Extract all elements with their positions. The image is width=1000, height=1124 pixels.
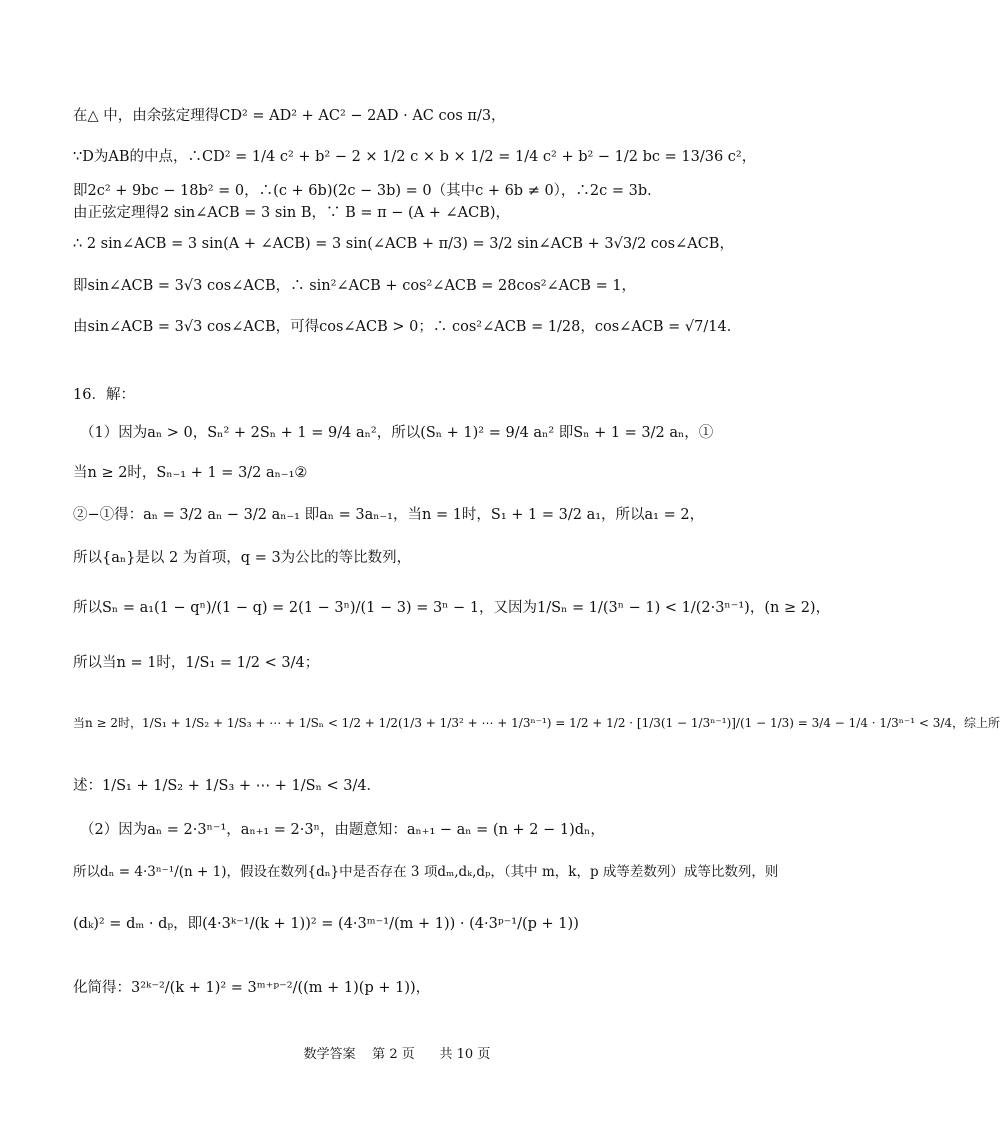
- text-line-19: (dₖ)² = dₘ · dₚ，即(4·3ᵏ⁻¹/(k + 1))² = (4·3ᵐ⁻¹/(m + 1)) · (4·3ᵖ⁻¹/(p + 1)): [73, 916, 579, 932]
- text-line-18: 所以dₙ = 4·3ⁿ⁻¹/(n + 1)，假设在数列{dₙ}中是否存在 3 项dₘ,dₖ,dₚ，（其中 m，k，p 成等差数列）成等比数列，则: [73, 864, 779, 880]
- text-line-3: 即2c² + 9bc − 18b² = 0，∴(c + 6b)(2c − 3b) = 0（其中c + 6b ≠ 0），∴2c = 3b．: [73, 183, 662, 199]
- text-line-6: 即sin∠ACB = 3√3 cos∠ACB，∴ sin²∠ACB + cos²∠ACB = 28cos²∠ACB = 1，: [73, 278, 637, 294]
- text-line-4: 由正弦定理得2 sin∠ACB = 3 sin B，∵ B = π − (A + ∠ACB)，: [73, 205, 511, 221]
- text-line-14: 所以当n = 1时，1/S₁ = 1/2 < 3/4；: [73, 655, 320, 671]
- text-line-16: 述：1/S₁ + 1/S₂ + 1/S₃ + ⋯ + 1/Sₙ < 3/4．: [73, 778, 382, 794]
- text-line-1: 在△ 中，由余弦定理得CD² = AD² + AC² − 2AD · AC cos π/3，: [73, 108, 506, 124]
- text-line-12: 所以{aₙ}是以 2 为首项，q = 3为公比的等比数列，: [73, 550, 412, 566]
- text-line-17: （2）因为aₙ = 2·3ⁿ⁻¹，aₙ₊₁ = 2·3ⁿ，由题意知：aₙ₊₁ − aₙ = (n + 2 − 1)dₙ，: [80, 822, 605, 838]
- page-footer: 数学答案 第 2 页 共 10 页: [303, 1047, 491, 1062]
- text-line-13: 所以Sₙ = a₁(1 − qⁿ)/(1 − q) = 2(1 − 3ⁿ)/(1 − 3) = 3ⁿ − 1，又因为1/Sₙ = 1/(3ⁿ − 1) < 1/(2·3ⁿ⁻¹)，(n ≥ 2)，: [73, 600, 831, 616]
- text-line-20: 化简得：3²ᵏ⁻²/(k + 1)² = 3ᵐ⁺ᵖ⁻²/((m + 1)(p + 1))，: [73, 980, 431, 996]
- text-line-11: ②−①得：aₙ = 3/2 aₙ − 3/2 aₙ₋₁ 即aₙ = 3aₙ₋₁，当n = 1时，S₁ + 1 = 3/2 a₁，所以a₁ = 2，: [73, 507, 705, 523]
- text-line-9: （1）因为aₙ > 0，Sₙ² + 2Sₙ + 1 = 9/4 aₙ²，所以(Sₙ + 1)² = 9/4 aₙ² 即Sₙ + 1 = 3/2 aₙ，①: [80, 425, 714, 441]
- text-line-2: ∵D为AB的中点，∴CD² = 1/4 c² + b² − 2 × 1/2 c × b × 1/2 = 1/4 c² + b² − 1/2 bc = 13/36 c²，: [73, 149, 757, 165]
- problem-16-heading: 16．解：: [73, 387, 135, 403]
- text-line-15: 当n ≥ 2时，1/S₁ + 1/S₂ + 1/S₃ + ⋯ + 1/Sₙ < 1/2 + 1/2(1/3 + 1/3² + ⋯ + 1/3ⁿ⁻¹) = 1/2 + 1/2 · [1/3(1 − 1/3ⁿ⁻¹)]/(1 − 1/3) = 3/4 − 1/4 · 1/3ⁿ⁻¹ < 3/4，综上所: [73, 716, 1000, 730]
- text-line-5: ∴ 2 sin∠ACB = 3 sin(A + ∠ACB) = 3 sin(∠ACB + π/3) = 3/2 sin∠ACB + 3√3/2 cos∠ACB，: [73, 236, 734, 252]
- text-line-7: 由sin∠ACB = 3√3 cos∠ACB，可得cos∠ACB > 0；∴ cos²∠ACB = 1/28，cos∠ACB = √7/14．: [73, 319, 742, 335]
- text-line-10: 当n ≥ 2时，Sₙ₋₁ + 1 = 3/2 aₙ₋₁②: [73, 465, 308, 481]
